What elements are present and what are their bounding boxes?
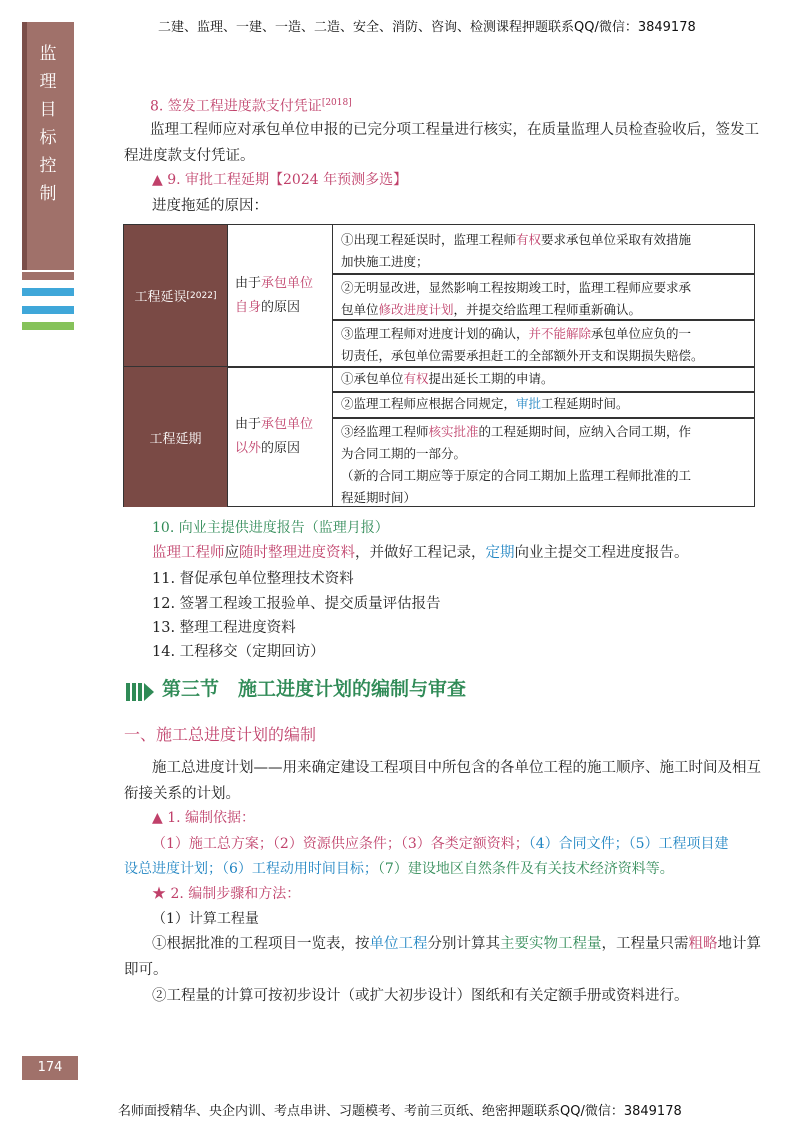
extension-row-2: ②监理工程师应根据合同规定，审批工程延期时间。: [332, 391, 756, 417]
steps-para2: ②工程量的计算可按初步设计（或扩大初步设计）图纸和有关定额手册或资料进行。: [152, 988, 689, 1004]
page-number: 174: [22, 1056, 78, 1080]
basis-line1: （1）施工总方案；（2）资源供应条件；（3）各类定额资料；（4）合同文件；（5）工程项目建: [152, 836, 729, 852]
item8-line2: 程进度款支付凭证。: [124, 148, 255, 164]
item10-title: 10. 向业主提供进度报告（监理月报）: [152, 520, 389, 536]
item8-title: 8. 签发工程进度款支付凭证[2018]: [150, 98, 352, 115]
side-bar-green: [22, 322, 74, 330]
year-tag: [2018]: [321, 98, 352, 108]
extension-row-1: ①承包单位有权提出延长工期的申请。: [332, 367, 756, 391]
basis-line2: 设总进度计划；（6）工程动用时间目标；（7）建设地区自然条件及有关技术经济资料等。: [124, 861, 674, 877]
steps-sub1: （1）计算工程量: [152, 911, 259, 927]
item10-body: 监理工程师应随时整理进度资料，并做好工程记录，定期向业主提交工程进度报告。: [152, 545, 689, 561]
side-chapter-label: [22, 40, 74, 208]
basis-title: ▲ 1. 编制依据：: [152, 810, 256, 826]
delay-row-3: ③监理工程师对进度计划的确认，并不能解除承包单位应负的一 切责任，承包单位需要承担赶工的全部额外开支和误期损失赔偿。: [332, 319, 756, 366]
list-item: 12. 签署工程竣工报验单、提交质量评估报告: [152, 596, 441, 612]
item9-title: ▲ 9. 审批工程延期【2024 年预测多选】: [152, 172, 408, 188]
extension-label-cell: 工程延期: [124, 367, 227, 507]
footer-banner: 名师面授精华、央企内训、考点串讲、习题模考、考前三页纸、绝密押题联系QQ/微信：3849178: [118, 1104, 682, 1119]
steps-para1-line2: 即可。: [124, 962, 168, 978]
side-bar-blue: [22, 288, 74, 296]
header-banner: 二建、监理、一建、一造、二造、安全、消防、咨询、检测课程押题联系QQ/微信：3849178: [158, 20, 696, 35]
side-char: 制: [39, 184, 57, 204]
list-item: 13. 整理工程进度资料: [152, 620, 296, 636]
definition-line2: 衔接关系的计划。: [124, 786, 240, 802]
list-item: 11. 督促承包单位整理技术资料: [152, 571, 354, 587]
extension-row-3: ③经监理工程师核实批准的工程延期时间，应纳入合同工期，作 为合同工期的一部分。 （新的合同工期应等于原定的合同工期加上监理工程师批准的工 程延期时间）: [332, 417, 756, 507]
section-bars-icon: [126, 683, 154, 701]
side-char: 目: [39, 100, 57, 120]
delay-cause-cell: 由于承包单位 自身的原因: [227, 225, 332, 366]
delay-row-1: ①出现工程延误时，监理工程师有权要求承包单位采取有效措施 加快施工进度；: [332, 225, 756, 273]
side-char: 标: [39, 128, 57, 148]
side-bar-blue: [22, 306, 74, 314]
extension-cause-cell: 由于承包单位 以外的原因: [227, 367, 332, 507]
subsection-title: 一、施工总进度计划的编制: [124, 725, 317, 744]
side-char: 理: [39, 72, 57, 92]
side-char: 监: [39, 44, 57, 64]
side-bar-brown: [22, 272, 74, 280]
definition-line1: 施工总进度计划——用来确定建设工程项目中所包含的各单位工程的施工顺序、施工时间及相互: [152, 760, 761, 776]
delay-label-cell: 工程延误 [2022]: [124, 225, 227, 366]
list-item: 14. 工程移交（定期回访）: [152, 644, 325, 660]
delay-row-2: ②无明显改进，显然影响工程按期竣工时，监理工程师应要求承 包单位修改进度计划，并提交给监理工程师重新确认。: [332, 273, 756, 319]
delay-reason-table: [123, 224, 755, 507]
item8-line1: 监理工程师应对承包单位申报的已完分项工程量进行核实，在质量监理人员检查验收后，签发工: [150, 122, 759, 138]
steps-para1: ①根据批准的工程项目一览表，按单位工程分别计算其主要实物工程量，工程量只需粗略地计算: [152, 936, 761, 952]
steps-title: ★ 2. 编制步骤和方法：: [152, 886, 301, 902]
item9-intro: 进度拖延的原因：: [152, 198, 268, 214]
side-char: 控: [39, 156, 57, 176]
section-title: 第三节 施工进度计划的编制与审查: [162, 678, 467, 700]
